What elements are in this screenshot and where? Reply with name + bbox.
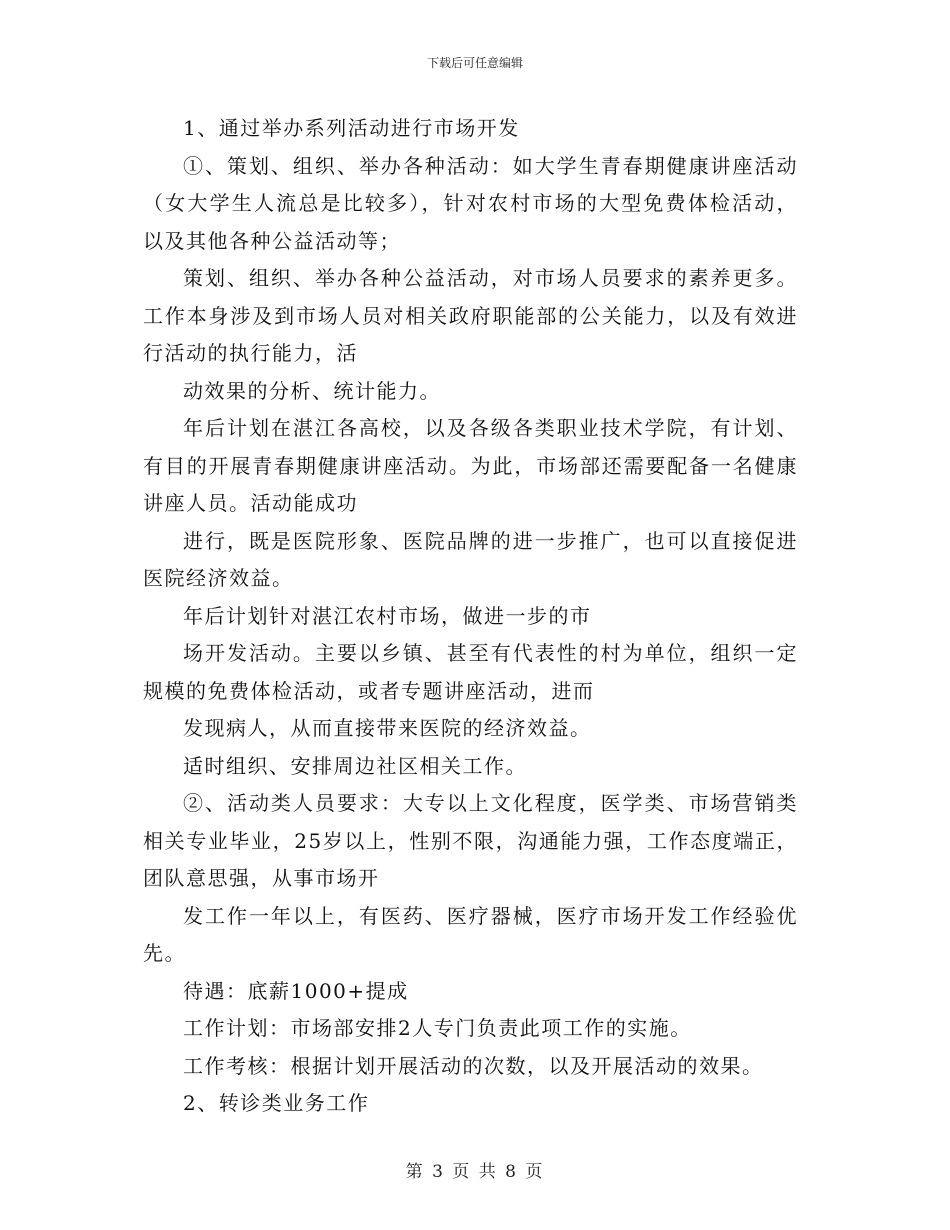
paragraph: 发工作一年以上，有医药、医疗器械，医疗市场开发工作经验优先。 xyxy=(143,903,798,965)
paragraph: 待遇：底薪1000+提成 xyxy=(183,978,409,1003)
paragraph: 工作考核：根据计划开展活动的次数，以及开展活动的效果。 xyxy=(183,1053,764,1078)
paragraph: 发现病人，从而直接带来医院的经济效益。 xyxy=(183,716,592,740)
paragraph: 2、转诊类业务工作 xyxy=(183,1091,370,1115)
paragraph: 1、通过举办系列活动进行市场开发 xyxy=(183,116,520,140)
paragraph: 年后计划针对湛江农村市场，做进一步的市 xyxy=(183,603,592,628)
paragraph: 场开发活动。主要以乡镇、甚至有代表性的村为单位，组织一定规模的免费体检活动，或者专题讲座活动，进而 xyxy=(143,641,798,703)
page-header: 下载后可任意编辑 xyxy=(426,56,523,70)
paragraph: 动效果的分析、统计能力。 xyxy=(183,378,441,403)
paragraph: ①、策划、组织、举办各种活动：如大学生青春期健康讲座活动（女大学生人流总是比较多），针对农村市场的大型免费体检活动，以及其他各种公益活动等； xyxy=(143,153,798,253)
paragraph: 策划、组织、举办各种公益活动，对市场人员要求的素养更多。工作本身涉及到市场人员对相关政府职能部的公关能力，以及有效进行活动的执行能力，活 xyxy=(143,266,798,365)
paragraph: ②、活动类人员要求：大专以上文化程度，医学类、市场营销类相关专业毕业，25岁以上，性别不限，沟通能力强，工作态度端正，团队意思强，从事市场开 xyxy=(143,791,798,890)
document-body xyxy=(143,110,798,1123)
page-footer: 第 3 页 共 8 页 xyxy=(405,1162,545,1182)
paragraph: 进行，既是医院形象、医院品牌的进一步推广，也可以直接促进医院经济效益。 xyxy=(143,528,798,590)
paragraph: 工作计划：市场部安排2人专门负责此项工作的实施。 xyxy=(183,1016,692,1040)
paragraph: 适时组织、安排周边社区相关工作。 xyxy=(183,753,527,778)
paragraph: 年后计划在湛江各高校，以及各级各类职业技术学院，有计划、有目的开展青春期健康讲座活动。为此，市场部还需要配备一名健康讲座人员。活动能成功 xyxy=(143,416,798,515)
